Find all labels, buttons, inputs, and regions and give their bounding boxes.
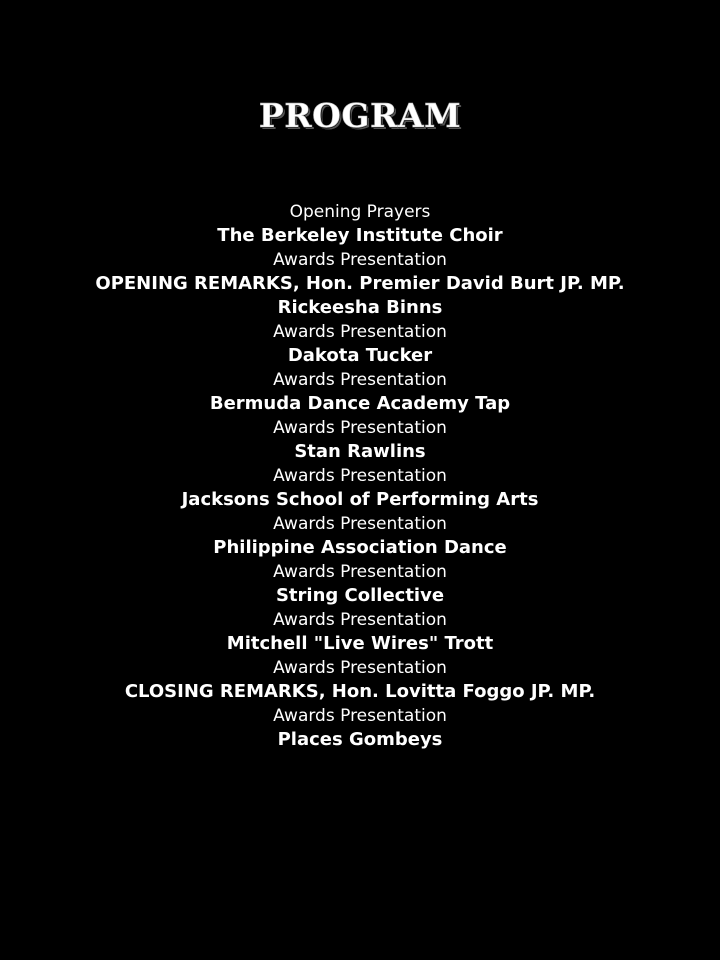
- program-line: The Berkeley Institute Choir: [217, 225, 503, 246]
- program-line: Philippine Association Dance: [213, 537, 507, 558]
- program-line: Awards Presentation: [273, 658, 447, 678]
- program-line: Awards Presentation: [273, 418, 447, 438]
- program-line: Opening Prayers: [289, 202, 431, 222]
- program-line: Awards Presentation: [273, 610, 447, 630]
- page-title: PROGRAM: [258, 96, 462, 135]
- program-line: Rickeesha Binns: [277, 297, 443, 318]
- program-line: Stan Rawlins: [294, 441, 426, 462]
- program-line: Awards Presentation: [273, 562, 447, 582]
- program-line: Awards Presentation: [273, 370, 447, 390]
- program-line: Mitchell "Live Wires" Trott: [226, 633, 494, 654]
- program-line: Bermuda Dance Academy Tap: [209, 393, 511, 414]
- program-line: String Collective: [275, 585, 445, 606]
- program-line: Awards Presentation: [273, 706, 447, 726]
- program-line: Jacksons School of Performing Arts: [181, 489, 539, 510]
- program-list: [0, 200, 720, 752]
- program-line: OPENING REMARKS, Hon. Premier David Burt JP. MP.: [95, 273, 625, 294]
- program-line: Awards Presentation: [273, 514, 447, 534]
- program-line: Awards Presentation: [273, 250, 447, 270]
- program-line: Places Gombeys: [277, 729, 443, 750]
- program-line: Dakota Tucker: [287, 345, 433, 366]
- program-line: Awards Presentation: [273, 322, 447, 342]
- program-line: CLOSING REMARKS, Hon. Lovitta Foggo JP. MP.: [124, 681, 596, 702]
- program-line: Awards Presentation: [273, 466, 447, 486]
